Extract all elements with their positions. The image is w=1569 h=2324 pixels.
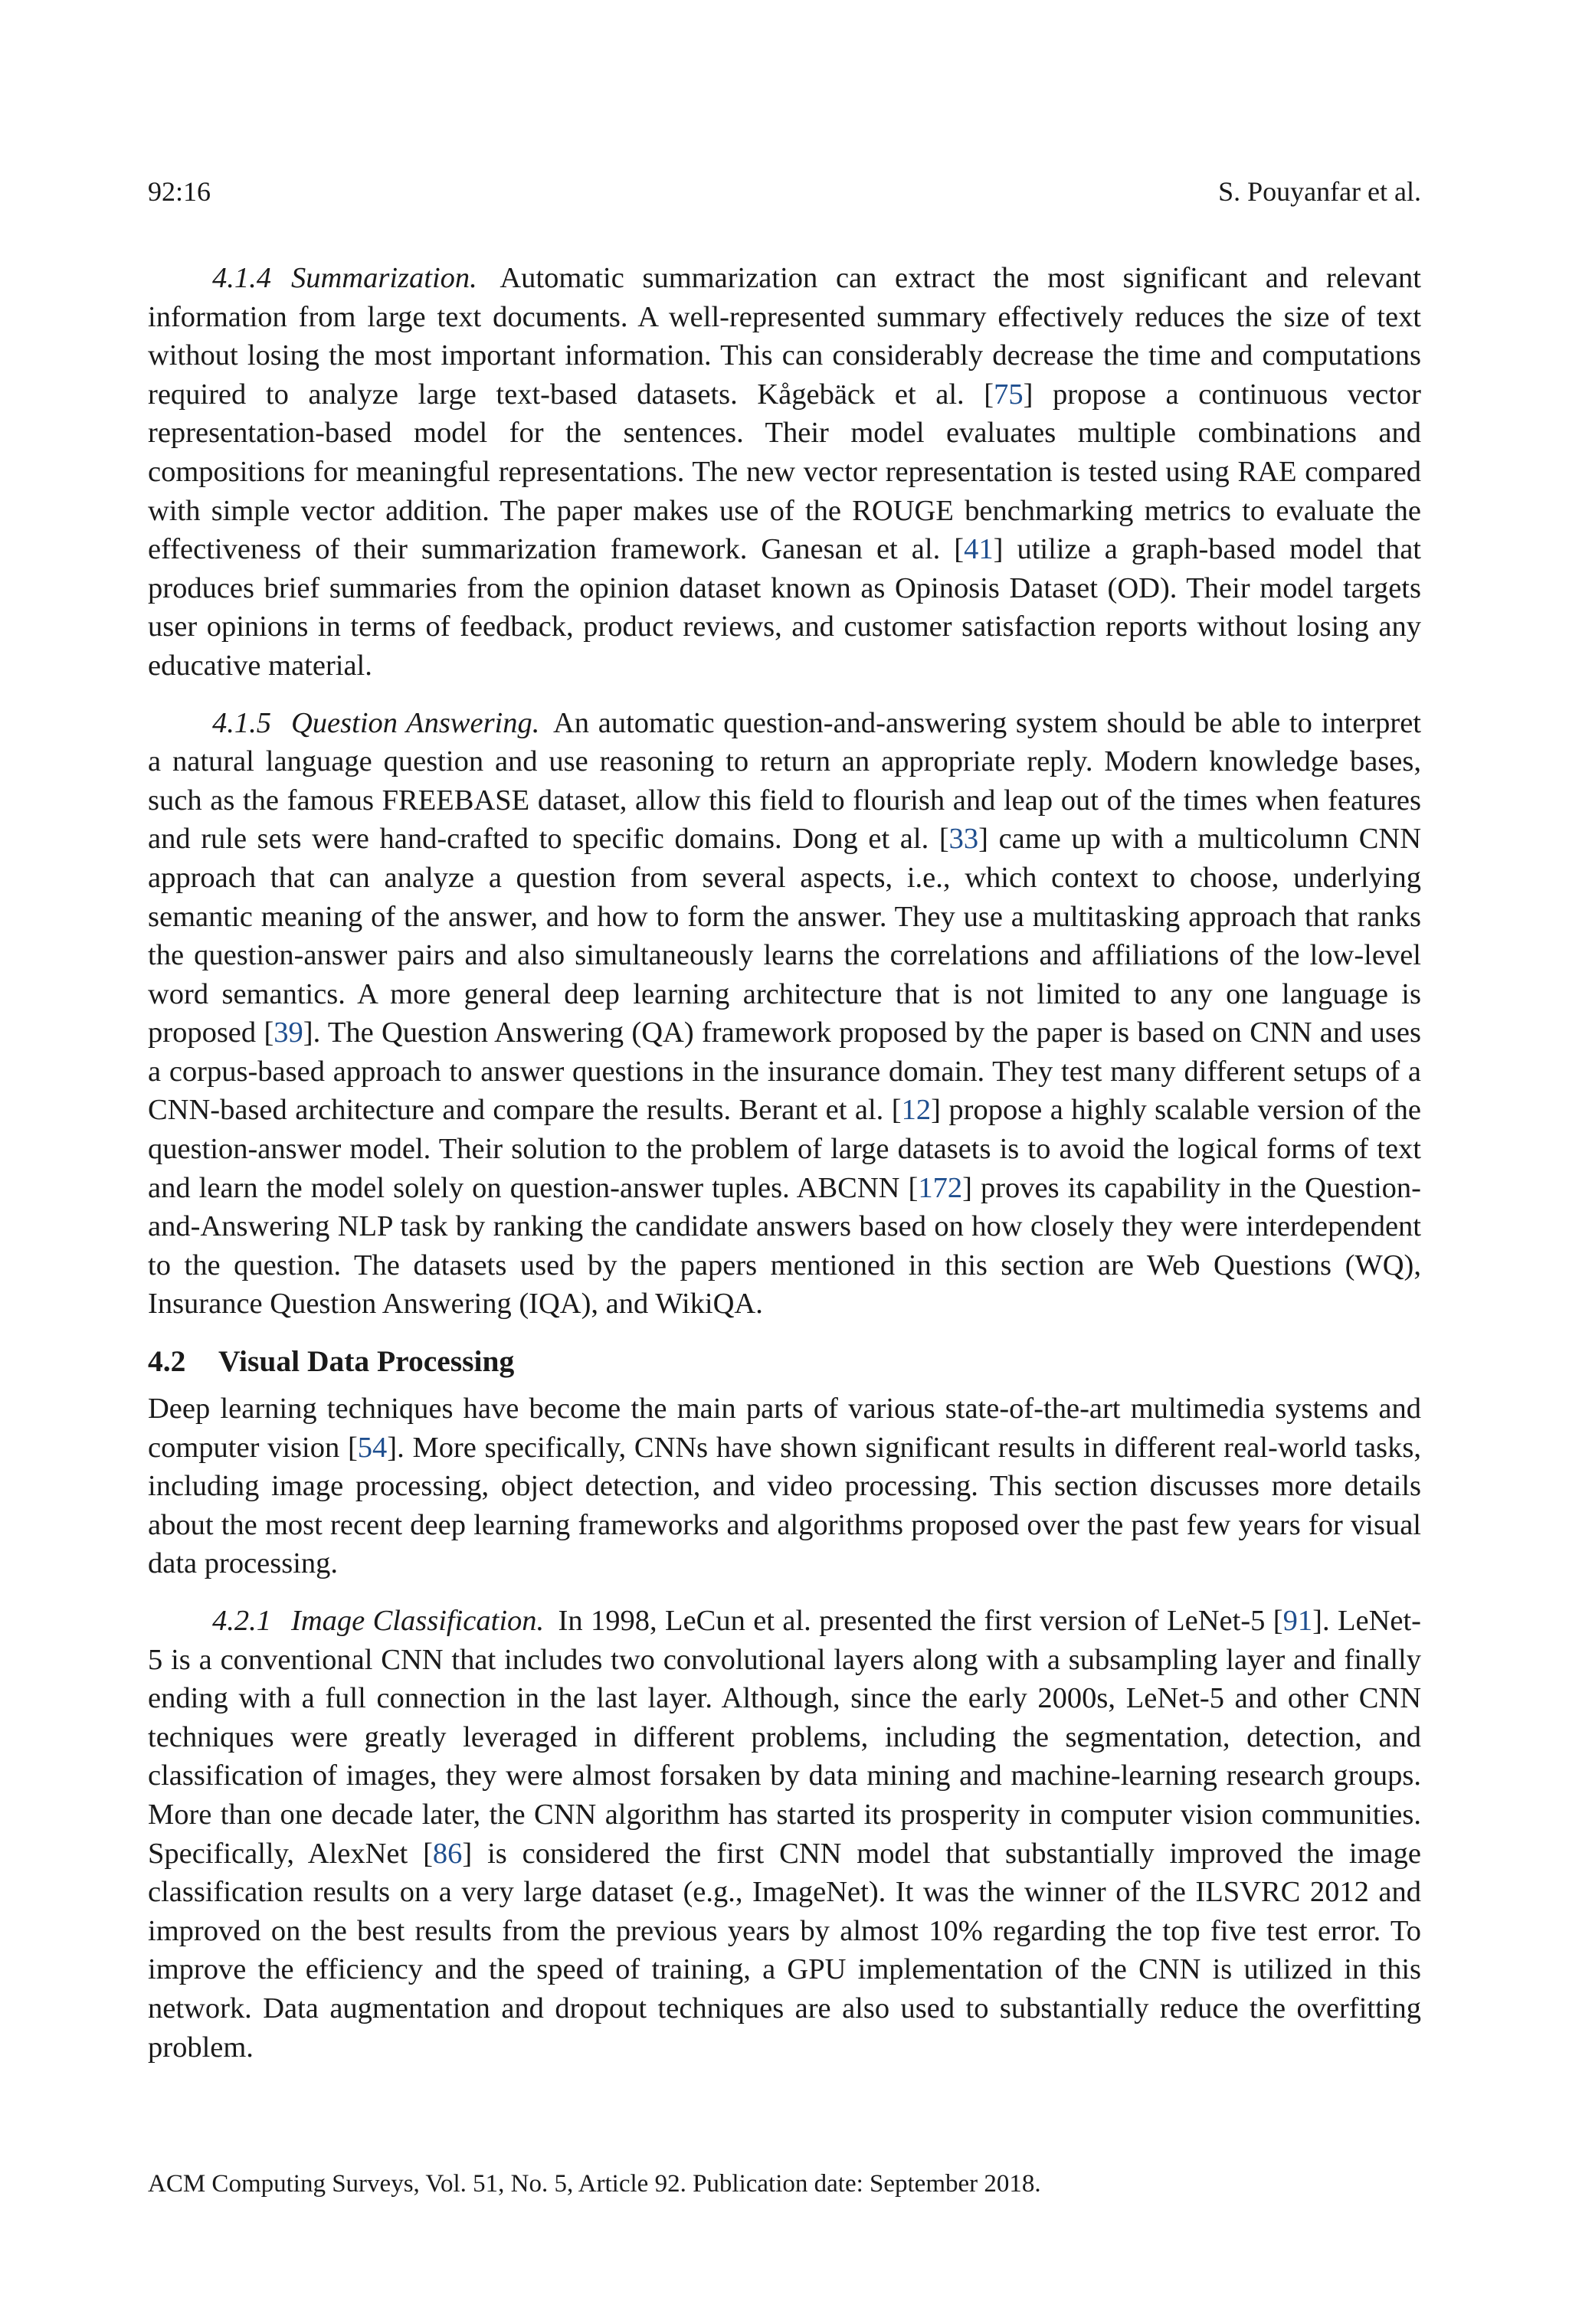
section-heading (148, 1342, 1421, 1380)
citation-link[interactable]: 33 (948, 823, 979, 856)
citation-link[interactable]: 75 (994, 378, 1024, 411)
citation-link[interactable]: 54 (357, 1431, 388, 1464)
paragraph-text: An automatic question-and-answering system should be able to interpret a natural language question and use reasoning to return an appropriate reply. Modern knowledge bases, such as the famous FREEBASE dataset, allow this field to flourish and leap out of the times when features and rule sets were hand-crafted to specific domains. Dong et al. [ (148, 706, 1421, 856)
paragraph-text: ]. LeNet-5 is a conventional CNN that includes two convolutional layers along with a subsampling layer and finally ending with a full connection in the last layer. Although, since the early 2000s, LeNet-5 and other CNN techniques were greatly leveraged in different problems, including the segmentation, detection, and classification of images, they were almost forsaken by data mining and machine-learning research groups. More than one decade later, the CNN algorithm has started its prosperity in computer vision communities. Specifically, AlexNet [ (148, 1605, 1421, 1870)
paragraph-text: Automatic summarization can extract the most significant and relevant information from large text documents. A well-represented summary effectively reduces the size of text without losing the most important information. This can considerably decrease the time and computations required to analyze large text-based datasets. Kågebäck et al. [ (148, 262, 1421, 411)
page-label: 92:16 (148, 176, 211, 207)
subsection-title: Image Classification. (291, 1605, 545, 1637)
paragraph-image-classification (148, 1602, 1421, 2067)
citation-link[interactable]: 86 (432, 1837, 463, 1870)
paragraph-text: ] utilize a graph-based model that produces brief summaries from the opinion dataset known as Opinosis Dataset (OD). Their model targets user opinions in terms of feedback, product reviews, and customer satisfaction reports without losing any educative material. (148, 533, 1421, 682)
paragraph-text: Deep learning techniques have become the main parts of various state-of-the-art multimedia systems and computer vision [ (148, 1393, 1421, 1464)
paragraph-text: ] is considered the first CNN model that substantially improved the image classification results on a very large dataset (e.g., ImageNet). It was the winner of the ILSVRC 2012 and improved on the best results from the previous years by almost 10% regarding the top five test error. To improve the efficiency and the speed of training, a GPU implementation of the CNN is utilized in this network. Data augmentation and dropout techniques are also used to substantially reduce the overfitting problem. (148, 1837, 1421, 2064)
citation-link[interactable]: 41 (964, 533, 994, 566)
journal-footer: ACM Computing Surveys, Vol. 51, No. 5, Article 92. Publication date: September 2018. (148, 2170, 1041, 2198)
subsection-number: 4.1.4 (212, 262, 271, 294)
section-number: 4.2 (148, 1344, 186, 1379)
subsection-number: 4.1.5 (212, 706, 271, 739)
subsection-title: Summarization. (291, 262, 477, 294)
author-line: S. Pouyanfar et al. (1218, 176, 1421, 207)
paragraph-text: In 1998, LeCun et al. presented the first version of LeNet-5 [ (550, 1605, 1283, 1637)
paragraph-question-answering (148, 704, 1421, 1324)
subsection-title: Question Answering. (291, 706, 540, 739)
paragraph-summarization (148, 259, 1421, 686)
paragraph-visual-intro (148, 1389, 1421, 1583)
paragraph-text: ] came up with a multicolumn CNN approach that can analyze a question from several aspects, i.e., which context to choose, underlying semantic meaning of the answer, and how to form the answer. They use a multitasking approach that ranks the question-answer pairs and also simultaneously learns the correlations and affiliations of the low-level word semantics. A more general deep learning architecture that is not limited to any one language is proposed [ (148, 823, 1421, 1049)
citation-link[interactable]: 12 (901, 1094, 932, 1127)
paragraph-text: ] propose a continuous vector representation-based model for the sentences. Their model evaluates multiple combinations and compositions for meaningful representations. The new vector representation is tested using RAE compared with simple vector addition. The paper makes use of the ROUGE benchmarking metrics to evaluate the effectiveness of their summarization framework. Ganesan et al. [ (148, 378, 1421, 566)
paragraph-text: ]. The Question Answering (QA) framework proposed by the paper is based on CNN and uses a corpus-based approach to answer questions in the insurance domain. They test many different setups of a CNN-based architecture and compare the results. Berant et al. [ (148, 1016, 1421, 1127)
paragraph-text: ] proves its capability in the Question-and-Answering NLP task by ranking the candidate answers based on how closely they were interdependent to the question. The datasets used by the papers mentioned in this section are Web Questions (WQ), Insurance Question Answering (IQA), and WikiQA. (148, 1171, 1421, 1321)
citation-link[interactable]: 172 (918, 1171, 963, 1204)
paragraph-text: ] propose a highly scalable version of the question-answer model. Their solution to the problem of large datasets is to avoid the logical forms of text and learn the model solely on question-answer tuples. ABCNN [ (148, 1094, 1421, 1204)
body-text (148, 259, 1421, 2067)
subsection-number: 4.2.1 (212, 1605, 271, 1637)
paragraph-text: ]. More specifically, CNNs have shown significant results in different real-world tasks, including image processing, object detection, and video processing. This section discusses more details about the most recent deep learning frameworks and algorithms proposed over the past few years for visual data processing. (148, 1431, 1421, 1580)
section-title: Visual Data Processing (218, 1344, 515, 1379)
running-header (148, 175, 1421, 208)
citation-link[interactable]: 91 (1282, 1605, 1313, 1637)
citation-link[interactable]: 39 (274, 1016, 303, 1049)
